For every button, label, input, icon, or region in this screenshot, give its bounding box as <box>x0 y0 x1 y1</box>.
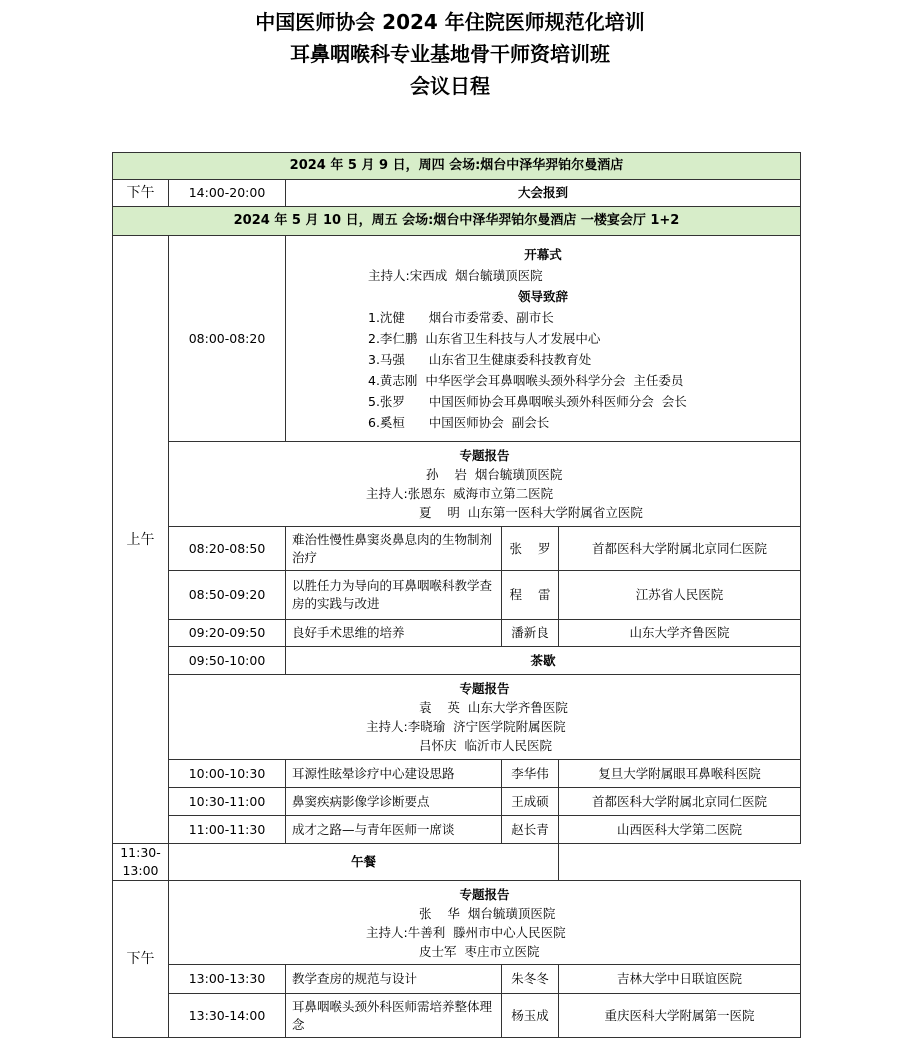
session3-title: 专题报告 <box>459 886 510 902</box>
title-line-1: 中国医师协会 2024 年住院医师规范化培训 <box>255 10 645 34</box>
talk-row <box>113 816 801 844</box>
schedule-table <box>112 152 801 1038</box>
day1-header-row <box>113 153 801 180</box>
time-cell: 08:00-08:20 <box>169 236 286 442</box>
time-cell: 11:00-11:30 <box>169 816 286 844</box>
title-line-3: 会议日程 <box>410 74 490 98</box>
talk-topic: 鼻窦疾病影像学诊断要点 <box>286 788 502 816</box>
time-cell: 09:20-09:50 <box>169 620 286 647</box>
time-cell: 08:20-08:50 <box>169 527 286 571</box>
title-line-2: 耳鼻咽喉科专业基地骨干师资培训班 <box>290 42 610 66</box>
speaker-line: 1.沈健 烟台市委常委、副市长 <box>368 310 554 325</box>
speaker-line: 4.黄志刚 中华医学会耳鼻咽喉头颈外科学分会 主任委员 <box>368 373 684 388</box>
moderator-line: 孙 岩 烟台毓璜顶医院 <box>426 467 563 482</box>
lunch-label: 午餐 <box>169 844 559 881</box>
talk-hospital: 重庆医科大学附属第一医院 <box>559 994 801 1038</box>
session3-block <box>169 881 801 965</box>
tea-break-row <box>113 647 801 675</box>
moderator-line: 夏 明 山东第一医科大学附属省立医院 <box>419 505 643 520</box>
speaker-line: 3.马强 山东省卫生健康委科技教育处 <box>368 352 592 367</box>
talk-row <box>113 788 801 816</box>
period-afternoon-day1: 下午 <box>113 180 169 207</box>
time-cell: 14:00-20:00 <box>169 180 286 207</box>
period-morning: 上午 <box>113 236 169 844</box>
moderator-line: 主持人:李晓瑜 济宁医学院附属医院 <box>366 719 566 734</box>
speaker-line: 5.张罗 中国医师协会耳鼻咽喉头颈外科医师分会 会长 <box>368 394 687 409</box>
session1-row <box>113 442 801 527</box>
moderator-line: 袁 英 山东大学齐鲁医院 <box>419 700 568 715</box>
period-afternoon: 下午 <box>113 881 169 1038</box>
talk-speaker: 李华伟 <box>502 760 559 788</box>
talk-speaker: 赵长青 <box>502 816 559 844</box>
opening-title: 开幕式 <box>524 247 562 262</box>
time-cell: 10:30-11:00 <box>169 788 286 816</box>
talk-row <box>113 571 801 620</box>
talk-topic: 难治性慢性鼻窦炎鼻息肉的生物制剂治疗 <box>286 527 502 571</box>
session1-title: 专题报告 <box>459 448 510 463</box>
talk-hospital: 吉林大学中日联谊医院 <box>559 965 801 994</box>
schedule-table-wrapper <box>112 152 800 1038</box>
session3-row <box>113 881 801 965</box>
talk-row <box>113 760 801 788</box>
registration-row <box>113 180 801 207</box>
talk-hospital: 山东大学齐鲁医院 <box>559 620 801 647</box>
speaker-line: 2.李仁鹏 山东省卫生科技与人才发展中心 <box>368 331 601 346</box>
time-cell: 08:50-09:20 <box>169 571 286 620</box>
speeches-title: 领导致辞 <box>517 289 568 304</box>
talk-topic: 成才之路—与青年医师一席谈 <box>286 816 502 844</box>
session2-row <box>113 675 801 760</box>
session1-block <box>169 442 801 527</box>
registration-event: 大会报到 <box>286 180 801 207</box>
time-cell: 11:30-13:00 <box>113 844 169 881</box>
talk-topic: 教学查房的规范与设计 <box>286 965 502 994</box>
talk-topic: 以胜任力为导向的耳鼻咽喉科教学查房的实践与改进 <box>286 571 502 620</box>
talk-hospital: 首都医科大学附属北京同仁医院 <box>559 527 801 571</box>
moderator-line: 主持人:张恩东 威海市立第二医院 <box>366 486 554 501</box>
talk-topic: 耳源性眩晕诊疗中心建设思路 <box>286 760 502 788</box>
talk-row <box>113 620 801 647</box>
talk-row <box>113 994 801 1038</box>
time-cell: 13:00-13:30 <box>169 965 286 994</box>
talk-hospital: 复旦大学附属眼耳鼻喉科医院 <box>559 760 801 788</box>
talk-topic: 耳鼻咽喉头颈外科医师需培养整体理念 <box>286 994 502 1038</box>
moderator-line: 皮士军 枣庄市立医院 <box>419 943 540 959</box>
session2-block <box>169 675 801 760</box>
time-cell: 10:00-10:30 <box>169 760 286 788</box>
talk-row <box>113 965 801 994</box>
opening-row <box>113 236 801 442</box>
moderator-line: 吕怀庆 临沂市人民医院 <box>419 738 552 753</box>
talk-hospital: 江苏省人民医院 <box>559 571 801 620</box>
opening-block <box>286 236 801 442</box>
talk-hospital: 首都医科大学附属北京同仁医院 <box>559 788 801 816</box>
session2-title: 专题报告 <box>459 681 510 696</box>
moderator-line: 张 华 烟台毓璜顶医院 <box>419 905 556 921</box>
moderator-line: 主持人:牛善利 滕州市中心人民医院 <box>366 924 566 940</box>
talk-speaker: 程 雷 <box>502 571 559 620</box>
lunch-row <box>113 844 801 881</box>
opening-host: 主持人:宋西成 烟台毓璜顶医院 <box>368 268 543 283</box>
talk-hospital: 山西医科大学第二医院 <box>559 816 801 844</box>
time-cell: 13:30-14:00 <box>169 994 286 1038</box>
tea-break-label: 茶歇 <box>286 647 801 675</box>
talk-speaker: 王成硕 <box>502 788 559 816</box>
day2-header: 2024 年 5 月 10 日，周五 会场:烟台中泽华羿铂尔曼酒店 一楼宴会厅 1+2 <box>113 207 801 236</box>
talk-speaker: 朱冬冬 <box>502 965 559 994</box>
time-cell: 09:50-10:00 <box>169 647 286 675</box>
talk-speaker: 张 罗 <box>502 527 559 571</box>
speaker-line: 6.奚桓 中国医师协会 副会长 <box>368 415 550 430</box>
talk-speaker: 潘新良 <box>502 620 559 647</box>
day2-header-row <box>113 207 801 236</box>
talk-speaker: 杨玉成 <box>502 994 559 1038</box>
talk-topic: 良好手术思维的培养 <box>286 620 502 647</box>
talk-row <box>113 527 801 571</box>
document-title <box>0 0 900 102</box>
day1-header: 2024 年 5 月 9 日，周四 会场:烟台中泽华羿铂尔曼酒店 <box>113 153 801 180</box>
